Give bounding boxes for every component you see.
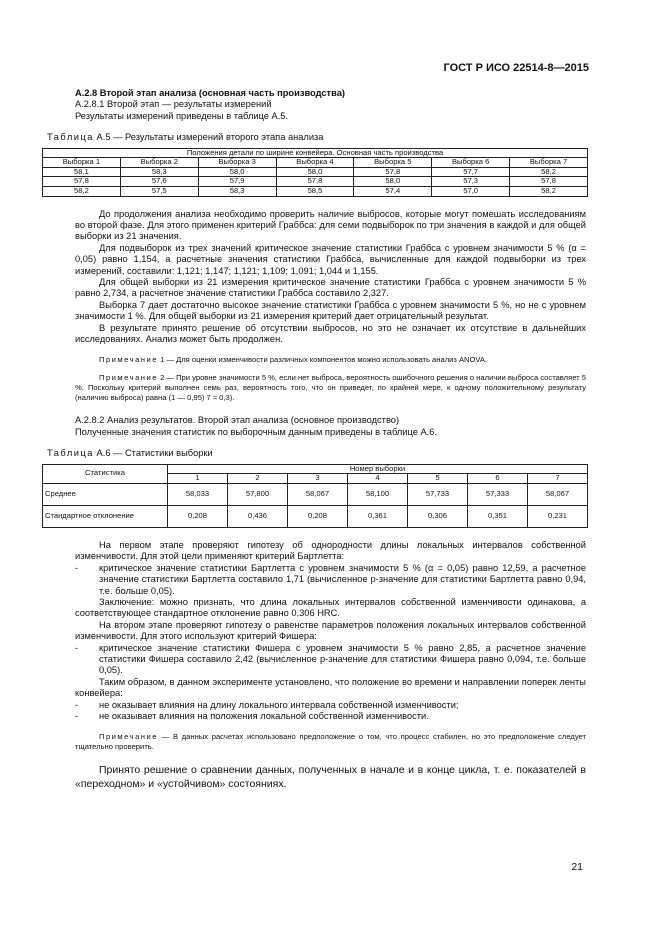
note-1 <box>75 355 586 365</box>
table-cell: 58,3 <box>120 167 198 177</box>
table-span-header: Номер выборки <box>168 464 588 474</box>
dash-mark: - <box>75 710 79 721</box>
table-cell: 57,7 <box>432 167 510 177</box>
paragraph: Таким образом, в данном эксперименте установлено, что положение во времени и направлении поперек ленты конвейера: <box>75 676 586 699</box>
note-text: 2 — При уровне значимости 5 %, если нет выброса, вероятность ошибочного решения о наличии выброса составляет 5 %. Поскольку критерий выполнен семь раз, вероятность того, что он приведет, по крайней мере, к одному положительному результату (наличию выброса) равна (1 — 0,95) 7 ≈ 0,3). <box>75 373 586 403</box>
note-label: Примечание <box>99 732 158 742</box>
section-title: А.2.8 Второй этап анализа (основная часть производства) <box>75 88 345 98</box>
table-cell: 58,033 <box>168 483 228 505</box>
final-paragraph: Принято решение о сравнении данных, полученных в начале и в конце цикла, т. е. показателей в «переходном» и «устойчивом» состояниях. <box>75 764 586 790</box>
column-header: Выборка 5 <box>354 158 432 168</box>
note-text: — В данных расчетах использовано предположение о том, что процесс стабилен, но это предположение следует тщательно проверить. <box>75 732 586 752</box>
row-label: Среднее <box>43 483 168 505</box>
column-header: Выборка 4 <box>276 158 354 168</box>
paragraph: Для подвыборок из трех значений критическое значение статистики Граббса с уровнем значимости 5 % (α = 0,05) равно 1,154, а расчетные значения статистики Граббса, вычисленные для каждой подвыборки из трех измерений, составили: 1,121; 1,147; 1,121; 1,109; 1,091; 1,044 и 1,155. <box>75 242 586 276</box>
row-label: Стандартное отклонение <box>43 505 168 527</box>
table-cell: 58,067 <box>528 483 588 505</box>
dash-text: критическое значение статистики Фишера с уровнем значимости 5 % равно 2,85, а расчетное значение статистики Фишера составило 2,42 (вычисленное p-значение для статистики Фишера равно 0,094, т.е. больше 0,05). <box>99 642 586 676</box>
caption-rest: А.5 — Результаты измерений второго этапа анализа <box>93 132 324 143</box>
table-row <box>43 505 588 527</box>
subsection-title-2: А.2.8.2 Анализ результатов. Второй этап анализа (основное производство) <box>75 415 400 426</box>
dash-text: критическое значение статистики Бартлетта с уровнем значимости 5 % (α = 0,05) равно 12,59, а расчетное значение статистики Бартлетта составило 1,71 (вычисленное p-значение для статистики Бартлетта равно 0,94, т.е. больше 0,05). <box>99 562 586 596</box>
paragraph: Выборка 7 дает достаточно высокое значение статистики Граббса с уровнем значимости 5 %, но не с уровнем значимости 1 %. Для общей выборки из 21 измерения критерий дает отрицательный результат. <box>75 299 586 322</box>
table-row <box>43 483 588 505</box>
table-cell: 58,0 <box>276 167 354 177</box>
table-cell: 0,208 <box>168 505 228 527</box>
table-cell: 0,231 <box>528 505 588 527</box>
subsection-text-1: Результаты измерений приведены в таблице А.5. <box>75 110 289 121</box>
dash-mark: - <box>75 562 79 573</box>
paragraph: В результате принято решение об отсутствии выбросов, но это не означает их отсутствие в дальнейших исследованиях. Анализ может быть продолжен. <box>75 322 586 345</box>
table-cell: 57,5 <box>120 187 198 197</box>
table-row <box>43 187 588 197</box>
table-cell: 0,361 <box>348 505 408 527</box>
page-number: 21 <box>571 861 583 873</box>
table-cell: 57,8 <box>510 177 588 187</box>
dash-mark: - <box>75 642 79 653</box>
caption-rest: А.6 — Статистики выборки <box>93 448 213 459</box>
note-2 <box>75 373 586 403</box>
dash-item <box>75 700 586 711</box>
table-cell: 58,0 <box>198 167 276 177</box>
table-cell: 57,800 <box>228 483 288 505</box>
table-a5-caption <box>47 132 586 143</box>
table-cell: 57,8 <box>276 177 354 187</box>
table-a5 <box>42 148 588 197</box>
column-header: Выборка 6 <box>432 158 510 168</box>
table-cell: 57,0 <box>432 187 510 197</box>
table-cell: 58,1 <box>43 167 121 177</box>
dash-mark: - <box>75 699 79 710</box>
table-cell: 0,208 <box>288 505 348 527</box>
paragraph: Заключение: можно признать, что длина локальных интервалов собственной изменчивости одинакова, а соответствующее стандартное отклонение равно 0,306 HRC. <box>75 596 586 619</box>
column-header: Выборка 7 <box>510 158 588 168</box>
column-header: 7 <box>528 474 588 484</box>
paragraph: На первом этапе проверяют гипотезу об однородности длины локальных интервалов собственной изменчивости. Для этой цели применяют критерий Бартлетта: <box>75 539 586 562</box>
dash-item <box>75 643 586 677</box>
table-span-header: Положения детали по ширине конвейера. Основная часть производства <box>43 148 588 158</box>
table-cell: 58,067 <box>288 483 348 505</box>
note-label: Примечание <box>99 373 158 383</box>
column-header: 4 <box>348 474 408 484</box>
note-text: 1 — Для оценки изменчивости различных компонентов можно использовать анализ ANOVA. <box>157 355 488 365</box>
column-header: 3 <box>288 474 348 484</box>
table-a6-caption <box>47 448 586 459</box>
document-header: ГОСТ Р ИСО 22514-8—2015 <box>443 62 589 74</box>
caption-prefix: Таблица <box>47 448 94 459</box>
column-header: Выборка 3 <box>198 158 276 168</box>
column-header: Выборка 1 <box>43 158 121 168</box>
dash-item <box>75 711 586 722</box>
table-cell: 58,0 <box>354 177 432 187</box>
table-cell: 58,100 <box>348 483 408 505</box>
table-cell: 58,2 <box>510 167 588 177</box>
column-header: 6 <box>468 474 528 484</box>
page-content <box>45 88 586 791</box>
table-cell: 57,3 <box>432 177 510 187</box>
table-cell: 58,2 <box>510 187 588 197</box>
table-cell: 57,733 <box>408 483 468 505</box>
table-cell: 57,6 <box>120 177 198 187</box>
table-cell: 57,8 <box>354 167 432 177</box>
caption-prefix: Таблица <box>47 132 94 143</box>
table-cell: 57,8 <box>43 177 121 187</box>
table-header-row <box>43 158 588 168</box>
column-header: 5 <box>408 474 468 484</box>
table-cell: 57,9 <box>198 177 276 187</box>
dash-item <box>75 563 586 597</box>
subsection-title-1: А.2.8.1 Второй этап — результаты измерений <box>75 99 272 110</box>
table-cell: 57,4 <box>354 187 432 197</box>
table-cell: 57,333 <box>468 483 528 505</box>
table-cell: 0,436 <box>228 505 288 527</box>
column-header: Выборка 2 <box>120 158 198 168</box>
note-3 <box>75 732 586 752</box>
note-label: Примечание <box>99 355 158 365</box>
table-cell: 58,2 <box>43 187 121 197</box>
paragraph: До продолжения анализа необходимо проверить наличие выбросов, которые могут помешать исследованиям во второй фазе. Для этого применен критерий Граббса: для семи подвыборок по три значения в каждой и для общей выборки из 21 значения. <box>75 208 586 242</box>
table-cell: 0,351 <box>468 505 528 527</box>
stat-header: Статистика <box>43 464 168 483</box>
table-cell: 58,3 <box>198 187 276 197</box>
subsection-text-2: Полученные значения статистик по выборочным данным приведены в таблице А.6. <box>75 426 438 437</box>
paragraph: На втором этапе проверяют гипотезу о равенстве параметров положения локальных интервалов собственной изменчивости. Для этого используют критерий Фишера: <box>75 619 586 642</box>
paragraph: Для общей выборки из 21 измерения критическое значение статистики Граббса с уровнем значимости 5 % равно 2,734, а расчетное значение статистики Граббса составило 2,327. <box>75 277 586 299</box>
dash-text: не оказывает влияния на длину локального интервала собственной изменчивости; <box>99 699 459 710</box>
table-cell: 0,306 <box>408 505 468 527</box>
dash-text: не оказывает влияния на положения локальной собственной изменчивости. <box>99 710 429 721</box>
column-header: 2 <box>228 474 288 484</box>
column-header: 1 <box>168 474 228 484</box>
table-a6 <box>42 464 588 528</box>
table-cell: 58,5 <box>276 187 354 197</box>
